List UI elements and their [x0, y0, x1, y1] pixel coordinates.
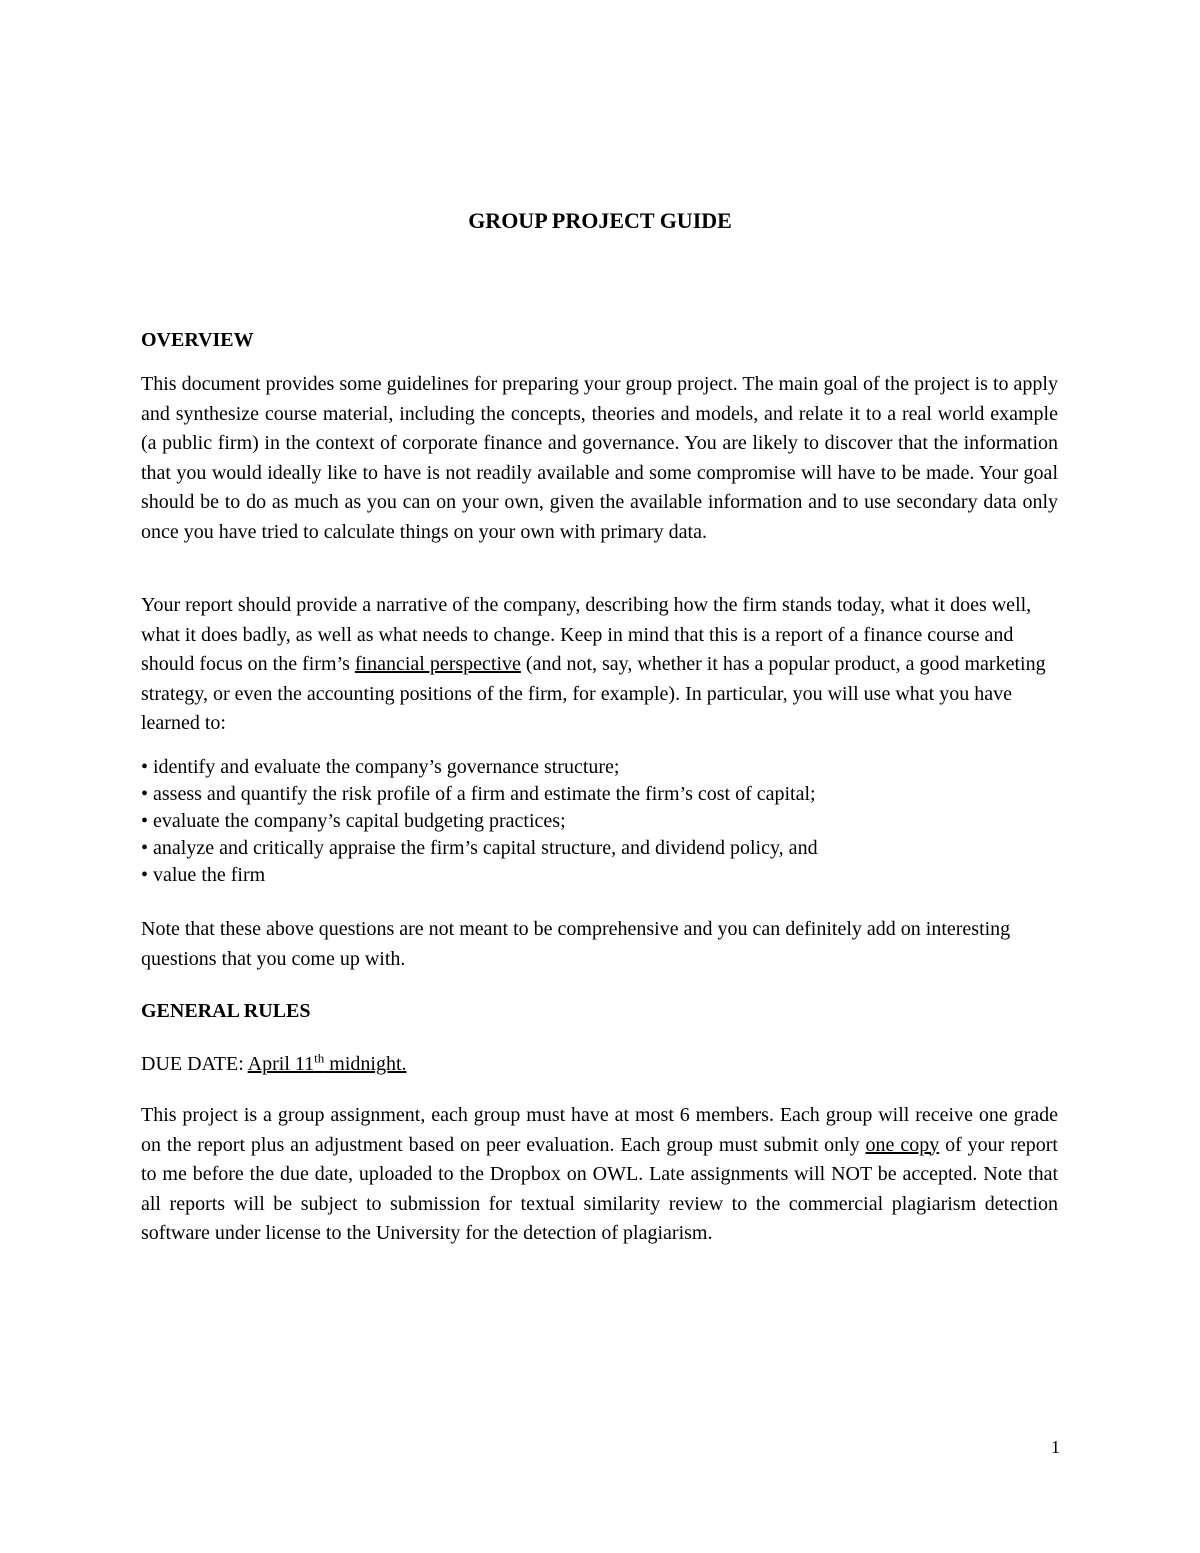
general-rules-paragraph [141, 1101, 1058, 1249]
overview-paragraph-1: This document provides some guidelines for preparing your group project. The main goal of the project is to apply and synthesize course material, including the concepts, theories and models, and relate it to a real world example (a public firm) in the context of corporate finance and governance. You are likely to discover that the information that you would ideally like to have is not readily available and some compromise will have to be made. Your goal should be to do as much as you can on your own, given the available information and to use secondary data only once you have tried to calculate things on your own with primary data. [141, 373, 1058, 543]
financial-perspective-emphasis: financial perspective [354, 653, 521, 675]
one-copy-emphasis: one copy [865, 1133, 940, 1156]
overview-note: Note that these above questions are not meant to be comprehensive and you can definitely add on interesting questions that you come up with. [141, 918, 1011, 970]
general-rules-text-a: This project is a group assignment, each group must have at most 6 members. Each group will receive one grade on the report plus an adjustment based on peer evaluation. Each group must submit only [141, 1104, 1058, 1156]
due-date-label: DUE DATE: [141, 1053, 248, 1075]
general-rules-text-b: of your report to me before the due date, uploaded to the Dropbox on OWL. Late assignments will NOT be accepted. Note that all reports will be subject to submission for textual similarity review to the commercial plagiarism detection software under license to the University for the detection of plagiarism. [141, 1133, 1058, 1244]
list-item: • identify and evaluate the company’s governance structure; [141, 756, 620, 778]
learning-goals-list [141, 754, 1058, 889]
due-date-value [247, 1050, 407, 1075]
due-date-ordinal: th [314, 1050, 325, 1066]
due-date-line [141, 1050, 1058, 1080]
list-item: • assess and quantify the risk profile of a firm and estimate the firm’s cost of capital; [141, 783, 816, 805]
page-number: 1 [1051, 1437, 1060, 1457]
list-item: • analyze and critically appraise the firm’s capital structure, and dividend policy, and [141, 837, 818, 859]
overview-paragraph-2-text-b: (and not, say, whether it has a popular product, a good marketing strategy, or even the accounting positions of the firm, for example). In particular, you will use what you have learned to: [141, 653, 1046, 734]
list-item: • evaluate the company’s capital budgeting practices; [141, 810, 566, 832]
due-date-time: midnight. [324, 1053, 407, 1075]
overview-paragraph-2-text-a: Your report should provide a narrative of the company, describing how the firm stands today, what it does well, what it does badly, as well as what needs to change. Keep in mind that this is a report of a finance course and should focus on the firm’s [141, 594, 1032, 675]
document-title: GROUP PROJECT GUIDE [468, 208, 732, 233]
general-rules-heading: GENERAL RULES [141, 1000, 311, 1022]
list-item: • value the firm [141, 864, 266, 886]
overview-paragraph-2 [141, 591, 1058, 739]
overview-heading: OVERVIEW [141, 329, 254, 351]
due-date-day: April 11 [247, 1053, 315, 1075]
